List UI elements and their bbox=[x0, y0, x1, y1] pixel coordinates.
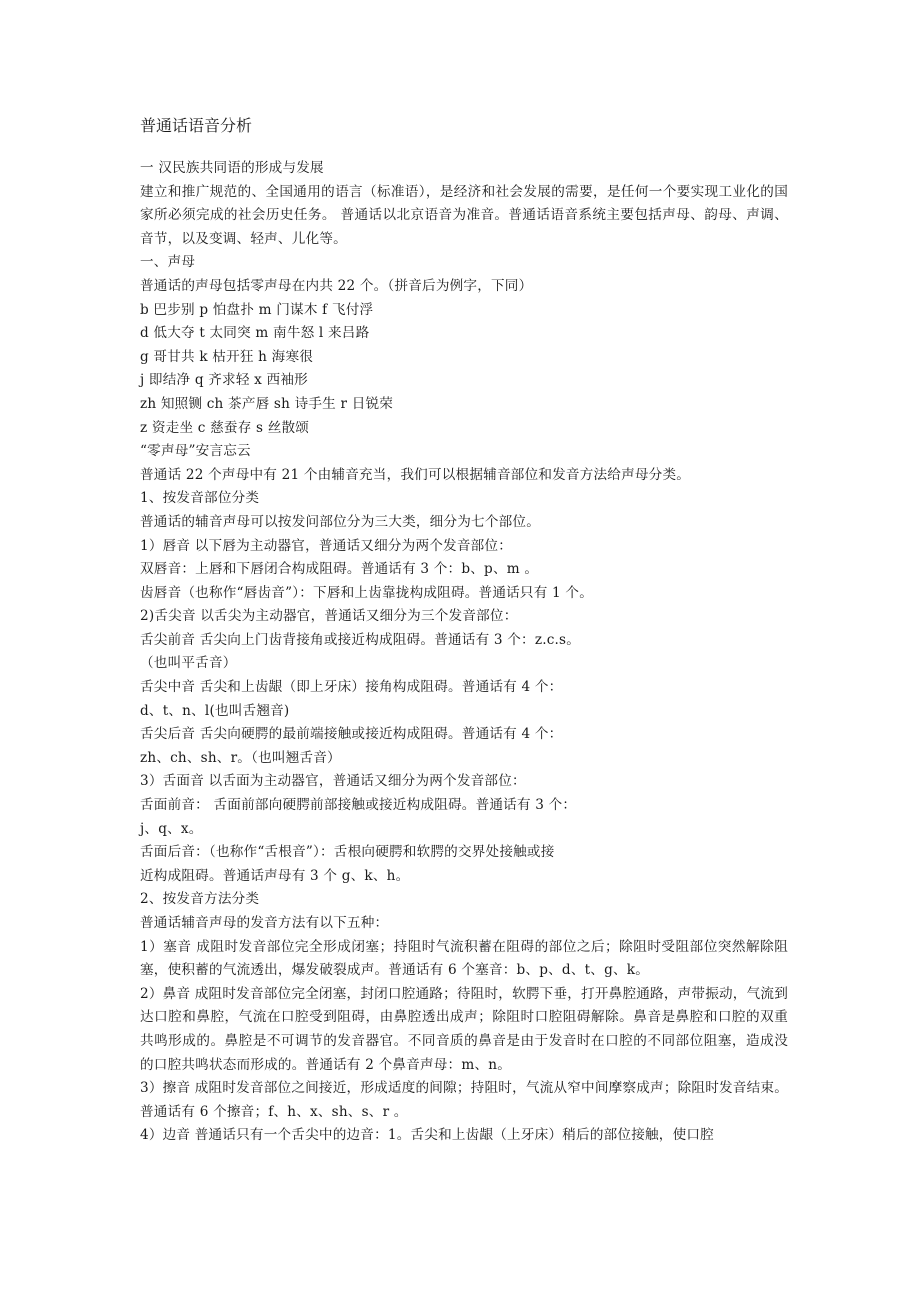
initials-row: z 资走坐 c 慈蚕存 s 丝散颂 bbox=[140, 419, 310, 436]
text-line: 1）唇音 以下唇为主动器官，普通话又细分为两个发音部位： bbox=[140, 537, 513, 554]
initials-row: j 即结净 q 齐求轻 x 西袖形 bbox=[140, 372, 308, 389]
text-line: 普通话 22 个声母中有 21 个由辅音充当，我们可以根据辅音部位和发音方法给声母分类。 bbox=[140, 466, 691, 483]
paragraph: 2）鼻音 成阻时发音部位完全闭塞，封闭口腔通路；待阻时，软腭下垂，打开鼻腔通路，声带振动，气流到达口腔和鼻腔，气流在口腔受到阻碍，由鼻腔透出成声；除阻时口腔阻碍解除。鼻音是鼻腔和口腔的双重共鸣形成的。鼻腔是不可调节的发音器官。不同音质的鼻音是由于发音时在口腔的不同部位阻塞，造成没的口腔共鸣状态而形成的。普通话有 2 个鼻音声母：m、n。 bbox=[140, 985, 788, 1073]
text-line: d、t、n、l(也叫舌翘音) bbox=[140, 702, 290, 719]
text-line: j、q、x。 bbox=[140, 820, 203, 837]
initials-row: d 低大夺 t 太同突 m 南牛怒 l 来吕路 bbox=[140, 325, 370, 342]
document-body bbox=[140, 157, 788, 1148]
section-heading: 一 汉民族共同语的形成与发展 bbox=[140, 160, 324, 176]
text-line: 舌尖中音 舌尖和上齿龈（即上牙床）接角构成阻碍。普通话有 4 个： bbox=[140, 679, 563, 696]
text-line: 舌尖前音 舌尖向上门齿背接角或接近构成阻碍。普通话有 3 个：z.c.s。 bbox=[140, 631, 581, 648]
section-heading: 1、按发音部位分类 bbox=[140, 490, 260, 507]
text-line: 2)舌尖音 以舌尖为主动器官，普通话又细分为三个发音部位： bbox=[140, 608, 518, 625]
text-line: “零声母”安言忘云 bbox=[140, 443, 251, 460]
text-line: 齿唇音（也称作“唇齿音”）：下唇和上齿靠拢构成阻碍。普通话只有 1 个。 bbox=[140, 584, 593, 601]
section-heading: 2、按发音方法分类 bbox=[140, 891, 260, 908]
text-line: 双唇音：上唇和下唇闭合构成阻碍。普通话有 3 个：b、p、m 。 bbox=[140, 561, 539, 578]
section-heading: 一、声母 bbox=[140, 254, 196, 271]
text-line: 普通话的辅音声母可以按发问部位分为三大类，细分为七个部位。 bbox=[140, 513, 541, 530]
initials-row: b 巴步别 p 怕盘扑 m 门谋木 f 飞付浮 bbox=[140, 301, 374, 318]
text-line: 3）舌面音 以舌面为主动器官，普通话又细分为两个发音部位： bbox=[140, 773, 526, 790]
text-line: 舌面前音： 舌面前部向硬腭前部接触或接近构成阻碍。普通话有 3 个： bbox=[140, 797, 577, 814]
text-line: （也叫平舌音） bbox=[140, 655, 237, 672]
text-line: 普通话辅音声母的发音方法有以下五种： bbox=[140, 915, 389, 931]
initials-row: zh 知照铡 ch 茶产唇 sh 诗手生 r 日锐荣 bbox=[140, 395, 394, 412]
paragraph: 1）塞音 成阻时发音部位完全形成闭塞；持阻时气流积蓄在阻碍的部位之后；除阻时受阻部位突然解除阻塞，使积蓄的气流透出，爆发破裂成声。普通话有 6 个塞音：b、p、d、t、g、k。 bbox=[140, 938, 788, 979]
paragraph: 3）擦音 成阻时发音部位之间接近，形成适度的间隙；持阻时，气流从窄中间摩察成声；除阻时发音结束。普通话有 6 个擦音；f、h、x、sh、s、r 。 bbox=[140, 1080, 788, 1120]
page-title: 普通话语音分析 bbox=[140, 116, 253, 135]
text-line: 近构成阻碍。普通话声母有 3 个 g、k、h。 bbox=[140, 867, 410, 884]
initials-row: g 哥甘共 k 枯开狂 h 海寒很 bbox=[140, 348, 314, 365]
text-line: 舌尖后音 舌尖向硬腭的最前端接触或接近构成阻碍。普通话有 4 个： bbox=[140, 726, 563, 743]
text-line: 普通话的声母包括零声母在内共 22 个。（拼音后为例字，下同） bbox=[140, 277, 533, 294]
paragraph: 建立和推广规范的、全国通用的语言（标准语），是经济和社会发展的需要，是任何一个要实现工业化的国家所必须完成的社会历史任务。 普通话以北京语音为准音。普通话语音系统主要包括声母、韵母、声调、音节，以及变调、轻声、儿化等。 bbox=[140, 183, 788, 247]
text-line: 舌面后音：（也称作“舌根音”）：舌根向硬腭和软腭的交界处接触或接 bbox=[140, 844, 555, 861]
paragraph: 4）边音 普通话只有一个舌尖中的边音：1。舌尖和上齿龈（上牙床）稍后的部位接触，使口腔 bbox=[140, 1127, 714, 1144]
text-line: zh、ch、sh、r。（也叫翘舌音） bbox=[140, 749, 341, 766]
